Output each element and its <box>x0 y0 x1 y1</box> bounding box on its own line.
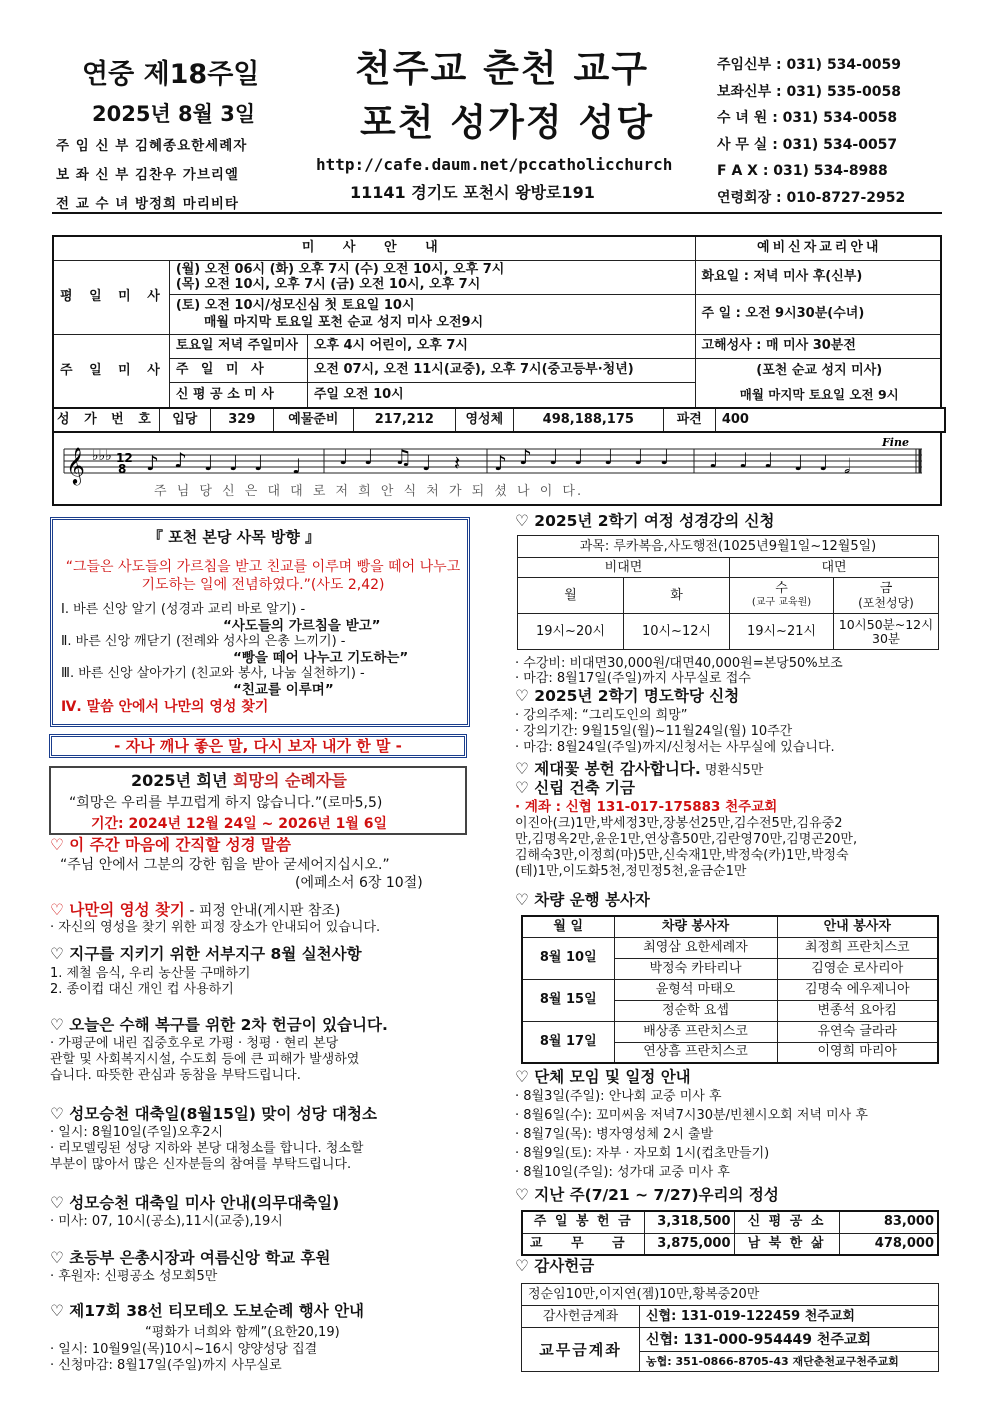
svg-text:♩: ♩ <box>819 451 829 475</box>
hymn-recessional: 400 <box>715 408 945 432</box>
lyrics: 주 님 당 신 은 대 대 로 저 희 안 식 처 가 되 셨 나 이 다. <box>154 484 584 499</box>
weekday-line2: (목) 오전 10시, 오후 7시 (금) 오전 10시, 오후 7시 <box>175 277 481 292</box>
svg-text:♪: ♪ <box>174 448 187 472</box>
pastoral-title: 『 포천 본당 사목 방향 』 <box>148 528 321 546</box>
pastor: 주 임 신 부 김혜종요한세례자 <box>56 138 248 154</box>
diocese-title: 천주교 춘천 교구 <box>355 47 649 90</box>
pastoral-quote: “그들은 사도들의 가르침을 받고 친교를 이루며 빵을 떼어 나누고 기도하는 일에 전념하였다.”(사도 2,42) <box>65 559 461 593</box>
pastoral-item1-quote: “사도들의 가르침을 받고” <box>223 618 381 634</box>
time-wed: 19시~21시 <box>730 614 834 650</box>
pastoral-item3-quote: “친교를 이루며” <box>233 682 334 698</box>
jubilee-quote: “희망은 우리를 부끄럽게 하지 않습니다.”(로마5,5) <box>69 795 383 811</box>
pastoral-box <box>50 517 470 727</box>
time-fri: 10시50분~12시30분 <box>834 614 939 650</box>
offering-label: 신 평 공 소 <box>734 1211 839 1233</box>
school-line1: · 후원자: 신평공소 성모회5만 <box>50 1269 218 1284</box>
sunday-mass-time: 오전 07시, 오전 11시(교중), 오후 7시(중고등부·청년) <box>307 358 695 383</box>
offering-value: 83,000 <box>839 1211 938 1233</box>
svg-text:♩: ♩ <box>739 448 749 472</box>
svg-text:♩: ♩ <box>204 451 214 475</box>
music-box <box>52 432 942 506</box>
sat-eve-time: 오후 4시 어린이, 오후 7시 <box>307 334 695 358</box>
svg-text:𝄞: 𝄞 <box>66 446 85 484</box>
svg-text:♩: ♩ <box>709 448 719 472</box>
car-header-date: 월 일 <box>522 916 614 937</box>
car-driver: 박정숙 카타리나 <box>614 958 777 979</box>
myeongdo-title: ♡ 2025년 2학기 명도학당 신청 <box>515 687 740 705</box>
assistant: 보 좌 신 부 김찬우 가브리엘 <box>56 167 239 183</box>
day-mon: 월 <box>518 578 624 614</box>
day-fri-sub: (포천성당) <box>858 595 914 610</box>
bible-ref: (에페소서 6장 10절) <box>295 875 423 891</box>
svg-text:♩: ♩ <box>634 445 644 469</box>
pilgrimage-quote: “평화가 너희와 함께”(요한20,19) <box>145 1325 340 1340</box>
flood-title: ♡ 오늘은 수해 복구를 위한 2차 헌금이 있습니다. <box>50 1016 388 1034</box>
contact-pastor: 주임신부 : 031) 534-0059 <box>717 57 901 73</box>
offering-value: 3,318,500 <box>644 1211 734 1233</box>
contact-fax: F A X : 031) 534-8988 <box>717 163 888 179</box>
build-account: · 계좌 : 신협 131-017-175883 천주교회 <box>515 799 778 815</box>
car-date: 8월 15일 <box>522 979 614 1021</box>
build-donors2: 만,김명옥2만,윤운1만,연상흠50만,김란영70만,김명곤20만, <box>515 832 858 847</box>
flower-donor: 명환식5만 <box>700 763 764 778</box>
cleaning-title: ♡ 성모승천 대축일(8월15일) 맞이 성당 대청소 <box>50 1105 377 1123</box>
offering-title: ♡ 지난 주(7/21 ~ 7/27)우리의 정성 <box>515 1186 779 1204</box>
jubilee-theme: 희망의 순례자들 <box>233 771 347 790</box>
svg-text:♩: ♩ <box>229 451 239 475</box>
car-date: 8월 10일 <box>522 937 614 979</box>
offering-value: 3,875,000 <box>644 1233 734 1255</box>
build-donors4: (테)1만,이도화5천,정민정5천,윤금순1만 <box>515 864 747 879</box>
contact-office: 사 무 실 : 031) 534-0057 <box>717 136 898 153</box>
earth-line2: 2. 종이컵 대신 개인 컵 사용하기 <box>50 982 234 997</box>
car-driver: 정순학 요셉 <box>614 1000 777 1021</box>
mass-table <box>52 235 942 409</box>
svg-text:♩: ♩ <box>422 451 432 475</box>
weekday-line4: 매월 마지막 토요일 포천 순교 성지 미사 오전9시 <box>203 315 484 330</box>
offering-table <box>521 1210 939 1256</box>
car-date: 8월 17일 <box>522 1021 614 1063</box>
svg-text:𝅗𝅥: 𝅗𝅥 <box>844 454 851 478</box>
group-item: · 8월10일(주일): 성가대 교중 미사 후 <box>515 1165 730 1180</box>
time-mon: 19시~20시 <box>518 614 624 650</box>
school-title: ♡ 초등부 은총시장과 여름신앙 학교 후원 <box>50 1249 331 1267</box>
hymn-offertory: 217,212 <box>353 408 455 432</box>
svg-text:♩: ♩ <box>794 451 804 475</box>
weekday-label: 평 일 미 사 <box>53 260 169 334</box>
bible-class-course: 과목: 루카복음,사도행전(1025년9월1일~12월5일) <box>518 536 939 558</box>
car-header-driver: 차량 봉사자 <box>614 916 777 937</box>
assumption-line1: · 미사: 07, 10시(공소),11시(교중),19시 <box>50 1214 283 1229</box>
day-wed-sub: (교구 교육원) <box>751 596 812 608</box>
svg-text:♪: ♪ <box>519 445 532 469</box>
car-guide: 변종석 요아킴 <box>777 1000 938 1021</box>
date: 2025년 8월 3일 <box>92 102 256 126</box>
group-item: · 8월7일(목): 병자영성체 2시 출발 <box>515 1127 714 1142</box>
pilgrimage-line2: · 신청마감: 8월17일(주일)까지 사무실로 <box>50 1358 282 1373</box>
contact-assistant: 보좌신부 : 031) 535-0058 <box>717 83 901 100</box>
bible-text: “주님 안에서 그분의 강한 힘을 받아 굳세어지십시오.” <box>60 857 390 873</box>
bible-class-deadline: · 마감: 8월17일(주일)까지 사무실로 접수 <box>515 671 751 686</box>
contact-convent: 수 녀 원 : 031) 534-0058 <box>717 110 898 126</box>
offering-value: 478,000 <box>839 1233 938 1255</box>
myeongdo-line1: · 강의주제: “그리도인의 희망” <box>515 708 688 723</box>
day-fri: 금 <box>879 580 893 596</box>
sat-eve-label: 토요일 저녁 주일미사 <box>169 334 307 358</box>
car-driver: 최영삼 요한세례자 <box>614 937 777 958</box>
hymn-offertory-label: 예물준비 <box>273 408 353 432</box>
fine-mark: Fine <box>882 436 909 449</box>
svg-text:♩: ♩ <box>764 448 774 472</box>
parish-title: 포천 성가정 성당 <box>360 101 654 144</box>
online-label: 비대면 <box>518 558 730 578</box>
contacts <box>717 52 905 211</box>
svg-text:♭♭♭: ♭♭♭ <box>92 448 112 464</box>
flower-title: ♡ 제대꽃 봉헌 감사합니다. <box>515 760 701 778</box>
weekday-line1: (월) 오전 06시 (화) 오후 7시 (수) 오전 10시, 오후 7시 <box>175 262 505 277</box>
flood-line1: · 가평군에 내린 집중호우로 가평 · 청평 · 현리 본당 <box>50 1036 339 1051</box>
svg-text:𝄽: 𝄽 <box>454 451 461 475</box>
myeongdo-line3: · 마감: 8월24일(주일)까지/신청서는 사무실에 있습니다. <box>515 740 835 755</box>
bible-class-table <box>517 535 939 650</box>
sinpyeong-label: 신 평 공 소 미 사 <box>169 383 307 408</box>
jubilee-year: 2025년 희년 <box>131 771 234 790</box>
build-donors1: 이진아(크)1만,박세정3만,장봉선25만,김수전5만,김유중2 <box>515 816 843 831</box>
thanks-account-label: 감사헌금계좌 <box>522 1306 640 1328</box>
flood-line2: 관할 및 사회복지시설, 수도회 등에 큰 피해가 발생하였 <box>50 1052 360 1067</box>
spirit-sub: - 피정 안내(게시판 참조) <box>184 903 341 919</box>
svg-text:♩: ♩ <box>660 445 670 469</box>
svg-text:♩: ♩ <box>339 445 349 469</box>
car-driver: 배상종 프란치스코 <box>614 1021 777 1042</box>
day-wed: 수 <box>775 580 788 596</box>
svg-text:♩: ♩ <box>549 445 559 469</box>
tithe-account2: 농협: 351-0866-8705-43 재단춘천교구천주교회 <box>640 1352 939 1372</box>
mass-title: 미 사 안 내 <box>53 236 695 260</box>
header-divider <box>52 212 942 214</box>
svg-text:♪: ♪ <box>146 451 159 475</box>
sunday-mass-label: 주 일 미 사 <box>169 358 307 383</box>
cleaning-line2: · 리모델링된 성당 지하와 본당 대청소를 합니다. 청소할 <box>50 1141 364 1156</box>
pastoral-item2-quote: “빵을 떼어 나누고 기도하는” <box>233 650 409 666</box>
hymn-communion: 498,188,175 <box>513 408 663 432</box>
bible-class-title: ♡ 2025년 2학기 여정 성경강의 신청 <box>515 512 775 530</box>
jubilee-box <box>49 766 467 835</box>
assumption-title: ♡ 성모승천 대축일 미사 안내(의무대축일) <box>50 1194 340 1212</box>
car-table <box>521 915 939 1064</box>
pastoral-item2: Ⅱ. 바른 신앙 깨닫기 (전례와 성사의 은총 느끼기) - <box>61 634 346 649</box>
jubilee-period: 기간: 2024년 12월 24일 ~ 2026년 1월 6일 <box>91 816 388 832</box>
hymn-recessional-label: 파견 <box>663 408 715 432</box>
pastoral-item1: Ⅰ. 바른 신앙 알기 (성경과 교리 바로 알기) - <box>61 602 306 617</box>
group-item: · 8월3일(주일): 안나회 교중 미사 후 <box>515 1089 722 1104</box>
svg-text:♩: ♩ <box>604 445 614 469</box>
catechism-sunday: 주 일 : 오전 9시30분(수녀) <box>695 294 941 334</box>
myeongdo-line2: · 강의기간: 9월15일(월)~11월24일(월) 10주간 <box>515 724 793 739</box>
svg-text:♪: ♪ <box>494 451 507 475</box>
shrine-mass: (포천 순교 성지 미사) <box>756 362 883 378</box>
shrine-time: 매월 마지막 토요일 오전 9시 <box>739 386 899 402</box>
cleaning-line3: 부분이 많아서 많은 신자분들의 참여를 부탁드립니다. <box>50 1157 352 1172</box>
spirit-title: ♡ 나만의 영성 찾기 <box>50 901 185 919</box>
hymn-communion-label: 영성체 <box>455 408 513 432</box>
svg-text:♩: ♩ <box>574 445 584 469</box>
car-guide: 김영순 로사리아 <box>777 958 938 979</box>
tithe-label: 교무금계좌 <box>522 1328 640 1372</box>
thanks-account: 신협: 131-019-122459 천주교회 <box>640 1306 939 1328</box>
offering-label: 교 무 금 <box>522 1233 644 1255</box>
sinpyeong-time: 주일 오전 10시 <box>307 383 695 408</box>
car-guide: 이영희 마리아 <box>777 1042 938 1063</box>
thanks-table <box>521 1283 939 1372</box>
tithe-account1: 신협: 131-000-954449 천주교회 <box>640 1328 939 1352</box>
svg-text:♩: ♩ <box>254 451 264 475</box>
time-tue: 10시~12시 <box>624 614 730 650</box>
group-item: · 8월6일(수): 꼬미씨움 저녁7시30분/빈첸시오회 저녁 미사 후 <box>515 1108 868 1123</box>
pilgrimage-title: ♡ 제17회 38선 티모테오 도보순례 행사 안내 <box>50 1302 365 1320</box>
pilgrimage-line1: · 일시: 10월9일(목)10시~16시 양양성당 집결 <box>50 1342 318 1357</box>
hymn-numbers <box>52 407 946 433</box>
cleaning-line1: · 일시: 8월10일(주일)오후2시 <box>50 1125 224 1140</box>
earth-line1: 1. 제철 음식, 우리 농산물 구매하기 <box>50 966 251 981</box>
hymn-entrance: 329 <box>210 408 273 432</box>
flood-line3: 습니다. 따뜻한 관심과 동참을 부탁드립니다. <box>50 1068 301 1083</box>
group-item: · 8월9일(토): 자부 · 자모회 1시(컵초만들기) <box>515 1146 770 1161</box>
cafe-link[interactable]: http://cafe.daum.net/pccatholicchurch <box>316 155 673 174</box>
svg-text:8: 8 <box>118 462 127 476</box>
weekday-line3: (토) 오전 10시/성모신심 첫 토요일 10시 <box>175 298 415 313</box>
bible-title: ♡ 이 주간 마음에 간직할 성경 말씀 <box>50 836 291 854</box>
pastoral-item4: Ⅳ. 말씀 안에서 나만의 영성 찾기 <box>61 699 269 715</box>
contact-funeral: 연령회장 : 010-8727-2952 <box>717 189 906 206</box>
week-title: 연중 제18주일 <box>82 59 260 90</box>
catechism-tuesday: 화요일 : 저녁 미사 후(신부) <box>695 260 941 294</box>
catechumen-title: 예비신자교리안내 <box>695 236 941 260</box>
bible-class-fee: · 수강비: 비대면30,000원/대면40,000원=본당50%보조 <box>515 656 843 671</box>
car-guide: 김명숙 에우제니아 <box>777 979 938 1000</box>
group-title: ♡ 단체 모임 및 일정 안내 <box>515 1068 691 1086</box>
offline-label: 대면 <box>730 558 939 578</box>
hymn-entrance-label: 입당 <box>159 408 210 432</box>
address: 11141 경기도 포천시 왕방로191 <box>350 183 595 202</box>
build-title: ♡ 신립 건축 기금 <box>515 779 635 797</box>
offering-label: 남 북 한 삶 <box>734 1233 839 1255</box>
thanks-names: 정순임10만,이지연(젬)10만,황복중20만 <box>522 1284 939 1306</box>
svg-text:♩: ♩ <box>292 454 302 478</box>
car-driver: 윤형석 마태오 <box>614 979 777 1000</box>
car-guide: 최정희 프란치스코 <box>777 937 938 958</box>
hymn-label: 성 가 번 호 <box>53 408 159 432</box>
sunday-label: 주 일 미 사 <box>53 334 169 408</box>
car-driver: 연상흠 프란치스코 <box>614 1042 777 1063</box>
svg-text:♫: ♫ <box>394 445 412 469</box>
day-tue: 화 <box>624 578 730 614</box>
slogan: - 자나 깨나 좋은 말, 다시 보자 내가 한 말 - <box>49 734 467 758</box>
thanks-title: ♡ 감사헌금 <box>515 1257 595 1275</box>
confession: 고해성사 : 매 미사 30분전 <box>695 334 941 358</box>
offering-label: 주 일 봉 헌 금 <box>522 1211 644 1233</box>
car-header-guide: 안내 봉사자 <box>777 916 938 937</box>
pastoral-item3: Ⅲ. 바른 신앙 살아가기 (친교와 봉사, 나눔 실천하기) - <box>61 666 365 681</box>
car-title: ♡ 차량 운행 봉사자 <box>515 891 650 909</box>
nun: 전 교 수 녀 방정희 마리비타 <box>56 196 239 212</box>
build-donors3: 김해숙3만,이정희(마)5만,신숙재1만,박정숙(카)1만,박정숙 <box>515 848 849 863</box>
spirit-text: · 자신의 영성을 찾기 위한 피정 장소가 안내되어 있습니다. <box>50 920 381 935</box>
earth-title: ♡ 지구를 지키기 위한 서부지구 8월 실천사항 <box>50 945 362 963</box>
svg-text:12: 12 <box>116 451 133 465</box>
car-guide: 유연숙 글라라 <box>777 1021 938 1042</box>
svg-text:♩: ♩ <box>364 445 374 469</box>
